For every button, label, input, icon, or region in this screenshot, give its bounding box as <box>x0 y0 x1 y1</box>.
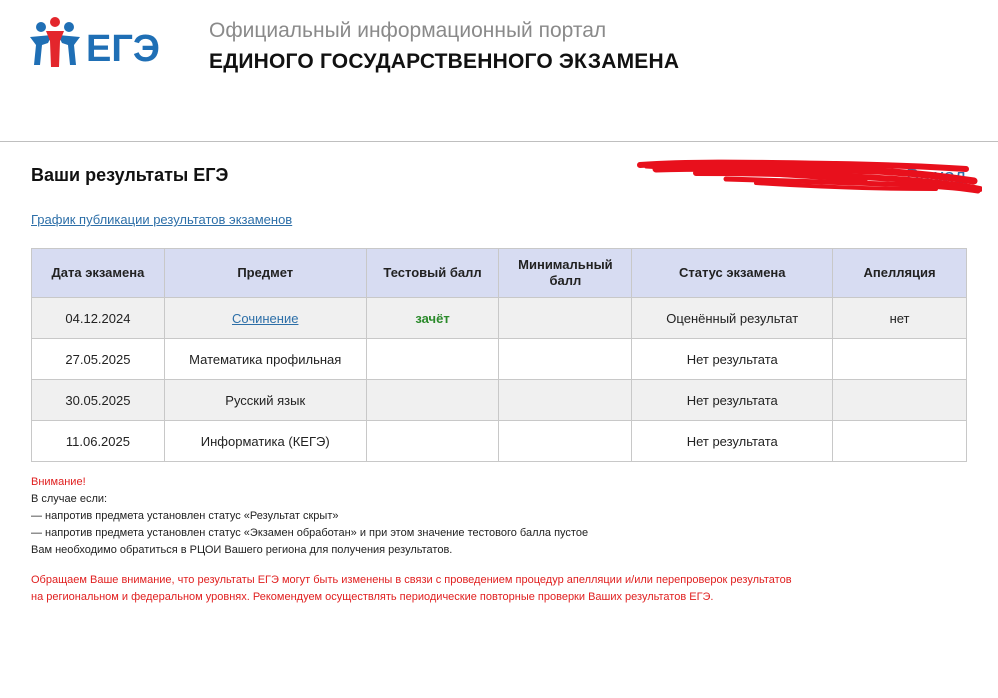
portal-title: ЕДИНОГО ГОСУДАРСТВЕННОГО ЭКЗАМЕНА <box>209 50 680 73</box>
cell-subject <box>164 298 366 339</box>
cell-date: 11.06.2025 <box>32 421 165 462</box>
cell-appeal <box>833 421 967 462</box>
logout-link[interactable]: Выход <box>906 166 966 188</box>
notice-line: — напротив предмета установлен статус «Экзамен обработан» и при этом значение тестового балла пустое <box>31 527 589 539</box>
notice-red-line: Обращаем Ваше внимание, что результаты ЕГЭ могут быть изменены в связи с проведением процедур апелляции и/или перепроверок результатов <box>31 574 792 586</box>
cell-status: Нет результата <box>632 380 833 421</box>
col-header-status: Статус экзамена <box>632 249 833 298</box>
warning-title: Внимание! <box>31 476 86 488</box>
results-change-notice <box>31 572 792 606</box>
notice-line: В случае если: <box>31 493 108 505</box>
cell-status: Нет результата <box>632 339 833 380</box>
cell-appeal <box>833 339 967 380</box>
site-header <box>0 0 998 142</box>
logo-text: ЕГЭ <box>86 28 160 70</box>
col-header-date: Дата экзамена <box>32 249 165 298</box>
cell-test-score <box>366 298 499 339</box>
cell-test-score <box>366 380 499 421</box>
col-header-min-score: Минимальный балл <box>499 249 632 298</box>
cell-date: 27.05.2025 <box>32 339 165 380</box>
cell-status: Нет результата <box>632 421 833 462</box>
cell-date: 30.05.2025 <box>32 380 165 421</box>
table-header-row <box>32 249 967 298</box>
cell-min-score <box>499 380 632 421</box>
cell-min-score <box>499 421 632 462</box>
table-row <box>32 380 967 421</box>
table-row <box>32 339 967 380</box>
table-row <box>32 298 967 339</box>
notice-red-line: на региональном и федеральном уровнях. Рекомендуем осуществлять периодические повторные проверки Ваших результатов ЕГЭ. <box>31 591 714 603</box>
cell-subject: Русский язык <box>164 380 366 421</box>
portal-subtitle: Официальный информационный портал <box>209 19 607 42</box>
cell-status: Оценённый результат <box>632 298 833 339</box>
score-value: зачёт <box>415 310 450 326</box>
cell-appeal <box>833 380 967 421</box>
cell-test-score <box>366 421 499 462</box>
col-header-subject: Предмет <box>164 249 366 298</box>
table-row <box>32 421 967 462</box>
notice-line: Вам необходимо обратиться в РЦОИ Вашего региона для получения результатов. <box>31 544 453 556</box>
cell-subject: Информатика (КЕГЭ) <box>164 421 366 462</box>
cell-min-score <box>499 339 632 380</box>
subject-link[interactable]: Сочинение <box>232 310 299 326</box>
page-title: Ваши результаты ЕГЭ <box>31 165 229 185</box>
user-area <box>636 155 982 200</box>
cell-subject: Математика профильная <box>164 339 366 380</box>
results-schedule-link[interactable]: График публикации результатов экзаменов <box>31 212 293 227</box>
col-header-test-score: Тестовый балл <box>366 249 499 298</box>
notice-block <box>31 474 588 559</box>
col-header-appeal: Апелляция <box>833 249 967 298</box>
cell-min-score <box>499 298 632 339</box>
ege-logo[interactable] <box>28 15 170 71</box>
redaction-scribble <box>636 155 982 200</box>
results-table <box>31 248 967 462</box>
cell-date: 04.12.2024 <box>32 298 165 339</box>
cell-appeal: нет <box>833 298 967 339</box>
cell-test-score <box>366 339 499 380</box>
notice-line: — напротив предмета установлен статус «Результат скрыт» <box>31 510 339 522</box>
